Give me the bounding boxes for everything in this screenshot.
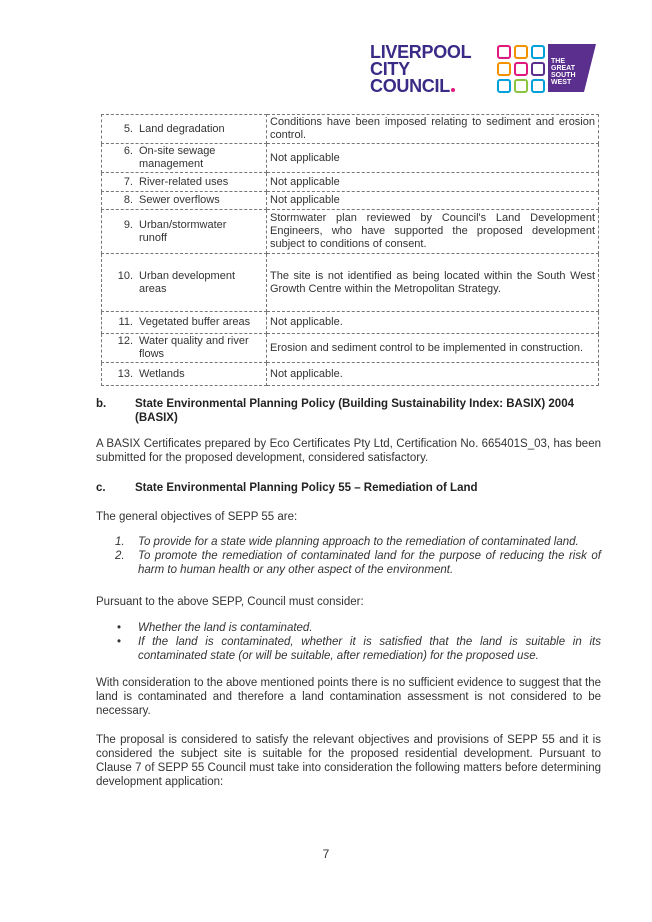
- council-logo-wordmark: [370, 44, 471, 95]
- item-number: 2.: [115, 550, 125, 562]
- factor-response: Not applicable: [267, 173, 599, 192]
- table-row: [102, 363, 599, 386]
- section-title: State Environmental Planning Policy 55 – Remediation of Land: [135, 482, 478, 494]
- consider-intro: Pursuant to the above SEPP, Council must consider:: [96, 596, 364, 608]
- factor-response: Not applicable.: [267, 312, 599, 334]
- factor-name: On-site sewage management: [139, 145, 216, 170]
- factor-response: The site is not identified as being located within the South West Growth Centre within the Metropolitan Strategy.: [267, 254, 599, 312]
- factor-name: River-related uses: [139, 175, 229, 188]
- logo-line-3: COUNCIL: [370, 78, 471, 95]
- factor-name: Vegetated buffer areas: [139, 316, 251, 328]
- row-number: 7.: [123, 175, 133, 188]
- row-number: 5.: [123, 122, 133, 135]
- factor-response: Erosion and sediment control to be implemented in construction.: [267, 334, 599, 363]
- table-row: [102, 192, 599, 210]
- liverpool-logo-mark: [497, 45, 545, 93]
- objectives-intro: The general objectives of SEPP 55 are:: [96, 511, 298, 523]
- bullet-icon: •: [117, 622, 122, 634]
- considerations-list: [115, 621, 601, 663]
- table-row: [102, 312, 599, 334]
- table-row: [102, 254, 599, 312]
- row-number: 8.: [123, 194, 133, 206]
- factor-name: Urban/stormwater runoff: [139, 218, 227, 244]
- factor-response: Stormwater plan reviewed by Council's Land Development Engineers, who have supported the proposed development subject to conditions of consent.: [267, 210, 599, 254]
- factor-name: Urban development areas: [139, 269, 236, 295]
- row-number: 12.: [117, 335, 133, 347]
- basix-paragraph: A BASIX Certificates prepared by Eco Certificates Pty Ltd, Certification No. 665401S_03, has been submitted for the proposed development, considered satisfactory.: [96, 438, 601, 464]
- bullet-icon: •: [117, 636, 122, 648]
- factor-response: Not applicable.: [267, 363, 599, 386]
- item-text: If the land is contaminated, whether it is satisfied that the land is suitable in its contaminated state (or will be suitable, after remediation) for the proposed use.: [138, 636, 601, 662]
- factor-response: Not applicable: [267, 144, 599, 173]
- contamination-paragraph: With consideration to the above mentioned points there is no sufficient evidence to suggest that the land is contaminated and therefore a land contamination assessment is not considered to be necessary.: [96, 677, 601, 717]
- table-row: [102, 115, 599, 144]
- factor-response: Not applicable: [267, 192, 599, 210]
- logo-line-1: LIVERPOOL: [370, 42, 472, 62]
- table-row: [102, 144, 599, 173]
- item-text: To provide for a state wide planning approach to the remediation of contaminated land.: [138, 536, 579, 548]
- factor-response: Conditions have been imposed relating to sediment and erosion control.: [267, 115, 599, 144]
- list-item: [115, 549, 601, 577]
- item-number: 1.: [115, 536, 125, 548]
- planning-factors-table: [101, 114, 599, 386]
- conclusion-paragraph: The proposal is considered to satisfy the relevant objectives and provisions of SEPP 55 and it is considered the subject site is suitable for the proposed residential development. Pursuant to Clause 7 of SEPP 55 Council must take into consideration the following matters before determining development application:: [96, 734, 601, 788]
- section-title: State Environmental Planning Policy (Building Sustainability Index: BASIX) 2004 (BASIX): [135, 398, 574, 424]
- item-text: To promote the remediation of contaminated land for the purpose of reducing the risk of harm to human health or any other aspect of the environment.: [138, 550, 601, 576]
- page-number: 7: [322, 847, 330, 861]
- list-item: [115, 621, 601, 635]
- row-number: 13.: [117, 367, 133, 380]
- table-row: [102, 173, 599, 192]
- table-row: [102, 334, 599, 363]
- section-label: b.: [96, 398, 107, 410]
- item-text: Whether the land is contaminated.: [138, 622, 313, 634]
- list-item: [115, 535, 601, 549]
- list-item: [115, 635, 601, 663]
- section-label: c.: [96, 482, 106, 494]
- factor-name: Land degradation: [139, 122, 225, 135]
- factor-name: Water quality and river flows: [139, 335, 249, 360]
- row-number: 9.: [123, 218, 133, 231]
- row-number: 11.: [118, 316, 133, 328]
- row-number: 6.: [123, 145, 133, 157]
- objectives-list: [115, 535, 601, 577]
- logo-line-2: CITY: [370, 59, 410, 79]
- factor-name: Sewer overflows: [139, 194, 220, 206]
- factor-name: Wetlands: [139, 367, 185, 380]
- great-south-west-text: THE GREAT SOUTH WEST: [551, 58, 576, 86]
- table-row: [102, 210, 599, 254]
- row-number: 10.: [117, 269, 133, 282]
